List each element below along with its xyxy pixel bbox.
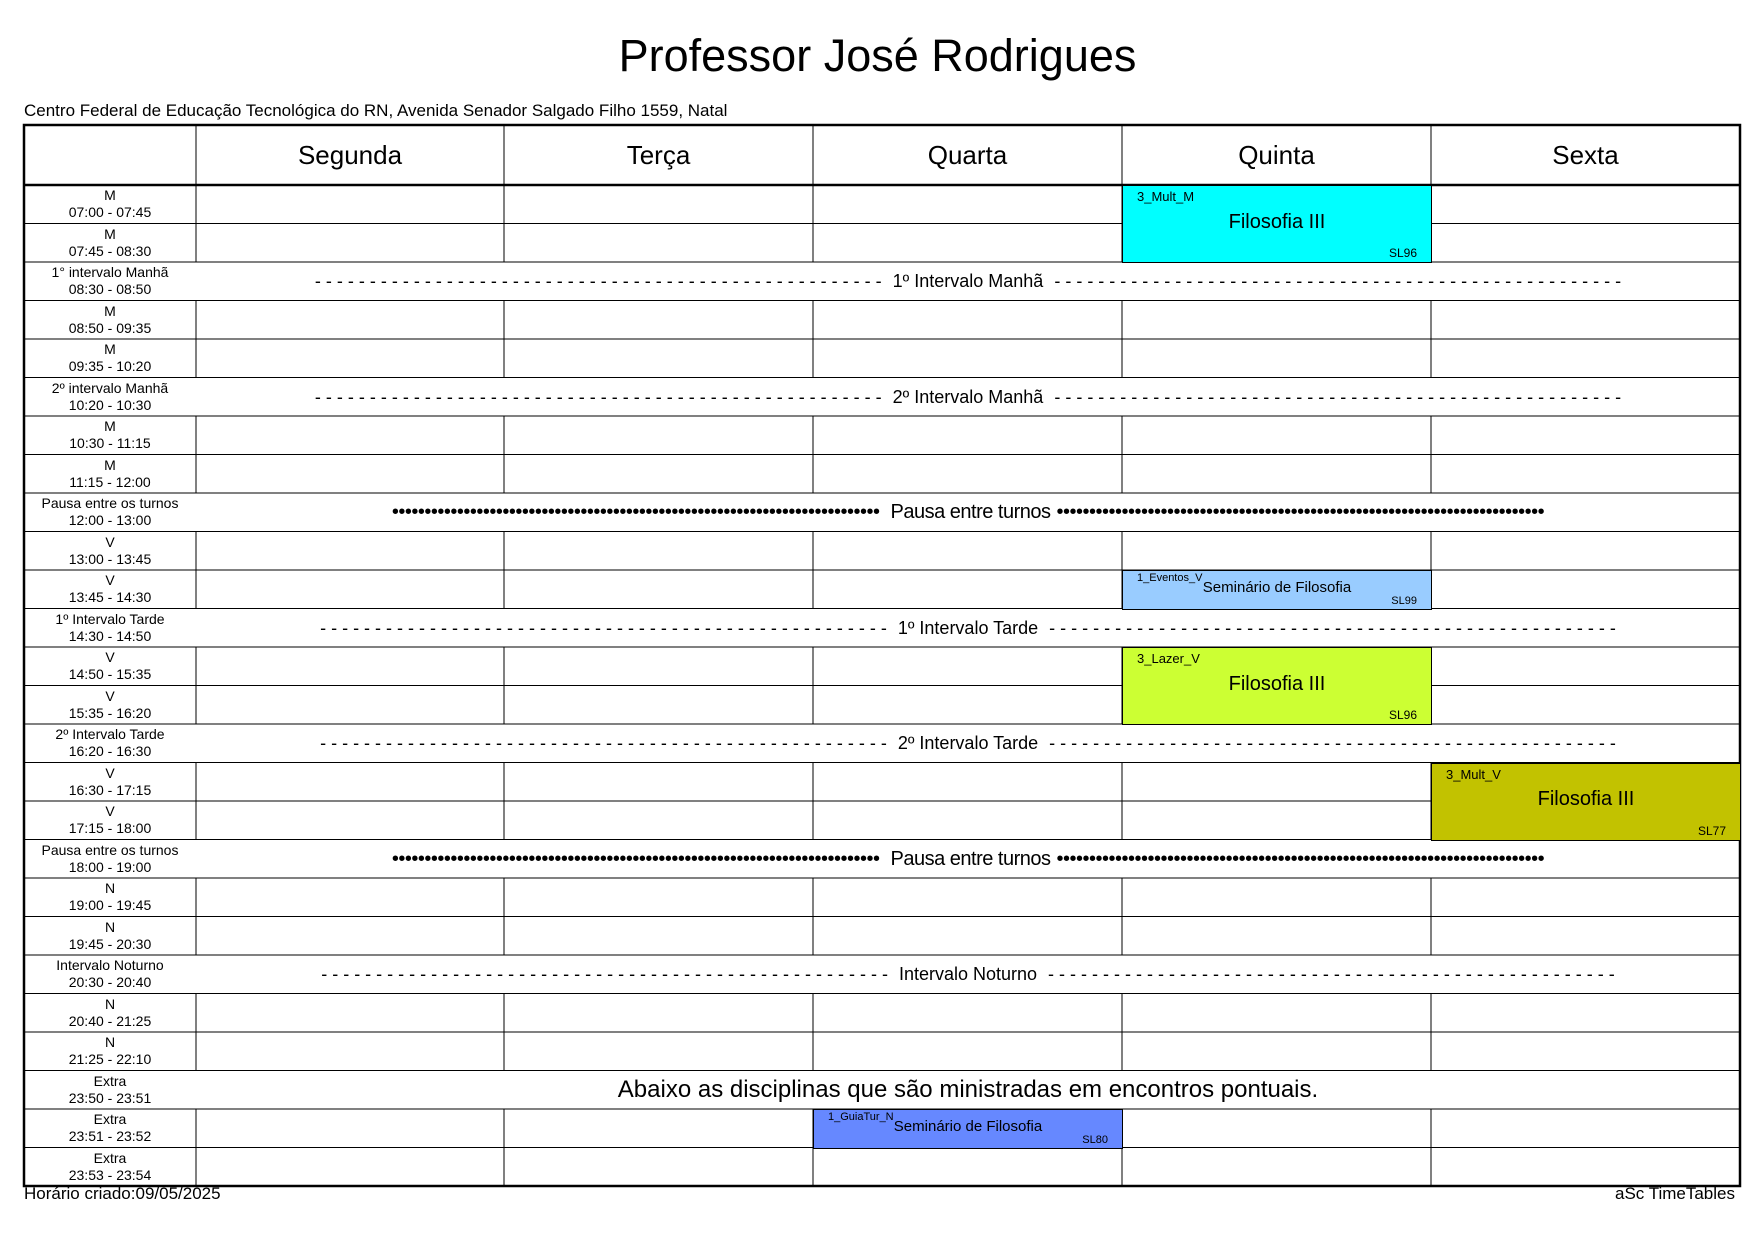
lesson-subject: Filosofia III [1537, 788, 1635, 810]
period-label [24, 1073, 196, 1107]
period-label [24, 842, 196, 876]
break-label: Pausa entre turnos [890, 501, 1051, 523]
period-time: 07:45 - 08:30 [68, 242, 152, 259]
page-title: Professor José Rodrigues [618, 30, 1137, 81]
period-label [24, 341, 196, 375]
break-label: Pausa entre turnos [890, 847, 1051, 870]
break-banner [196, 840, 1740, 879]
break-filler: - - - - - - - - - - - - - - - - - - - - - - - - - - - - - - - - - - - - - - - - - - - - - - - - - - - - [314, 271, 887, 291]
lesson-class: 1_Eventos_V [1137, 572, 1203, 584]
lesson-card[interactable] [813, 1109, 1123, 1149]
period-name: M [104, 418, 116, 434]
lesson-class: 3_Mult_V [1446, 766, 1501, 782]
period-name: N [104, 995, 116, 1012]
period-name: V [105, 687, 115, 704]
period-name: 2º Intervalo Tarde [55, 726, 165, 742]
period-label [24, 611, 196, 645]
period-name: 2º intervalo Manhã [51, 379, 169, 396]
period-name: N [104, 1034, 116, 1050]
period-name: Pausa entre os turnos [41, 841, 179, 858]
period-time: 09:35 - 10:20 [68, 358, 152, 374]
lesson-class: 3_Mult_M [1137, 189, 1195, 204]
period-label [24, 380, 196, 414]
period-name: Pausa entre os turnos [41, 495, 179, 511]
break-banner [196, 1071, 1740, 1110]
break-filler: ••••••••••••••••••••••••••••••••••••••••••••••••••••••••••••••••••••••••••• [391, 847, 885, 870]
period-name: V [105, 533, 115, 550]
break-label: Intervalo Noturno [898, 964, 1038, 984]
period-time: 23:53 - 23:54 [68, 1166, 152, 1183]
period-time: 10:20 - 10:30 [68, 396, 152, 413]
period-name: N [104, 918, 116, 935]
school-address: Centro Federal de Educação Tecnológica do RN, Avenida Senador Salgado Filho 1559, Natal [24, 101, 728, 120]
lesson-class: 3_Lazer_V [1137, 651, 1200, 666]
period-time: 20:40 - 21:25 [68, 1012, 152, 1029]
period-name: 1° intervalo Manhã [51, 264, 169, 280]
break-filler: - - - - - - - - - - - - - - - - - - - - - - - - - - - - - - - - - - - - - - - - - - - - - - - - - - - - [1049, 271, 1622, 291]
lesson-subject: Seminário de Filosofia [893, 1118, 1043, 1136]
period-time: 14:30 - 14:50 [68, 627, 152, 644]
period-name: M [104, 187, 116, 203]
period-label [24, 649, 196, 683]
lesson-class: 1_GuiaTur_N [828, 1111, 894, 1123]
break-banner [196, 955, 1740, 994]
day-header: Quinta [1238, 140, 1315, 170]
period-label [24, 187, 196, 221]
period-name: V [105, 572, 115, 588]
lesson-room: SL80 [1082, 1133, 1108, 1146]
period-label [24, 495, 196, 529]
break-label: 1º Intervalo Manhã [892, 271, 1044, 291]
period-time: 19:00 - 19:45 [68, 897, 152, 913]
period-name: V [105, 649, 115, 665]
break-filler: ••••••••••••••••••••••••••••••••••••••••••••••••••••••••••••••••••••••••••• [1056, 501, 1545, 523]
period-time: 19:45 - 20:30 [68, 935, 152, 952]
period-label [24, 996, 196, 1030]
day-header: Sexta [1552, 140, 1619, 170]
break-banner [196, 493, 1740, 532]
break-filler: - - - - - - - - - - - - - - - - - - - - - - - - - - - - - - - - - - - - - - - - - - - - - - - - - - - - [314, 386, 887, 407]
period-name: V [105, 803, 115, 819]
break-filler: - - - - - - - - - - - - - - - - - - - - - - - - - - - - - - - - - - - - - - - - - - - - - - - - - - - - [320, 733, 892, 753]
period-time: 18:00 - 19:00 [68, 858, 152, 875]
day-header: Terça [626, 140, 691, 170]
break-banner [196, 378, 1740, 417]
day-header: Segunda [297, 140, 403, 170]
period-label [24, 303, 196, 337]
period-time: 08:50 - 09:35 [68, 319, 152, 336]
period-time: 16:20 - 16:30 [68, 743, 152, 759]
period-name: Extra [93, 1149, 127, 1166]
lesson-card[interactable] [1122, 570, 1432, 610]
period-time: 08:30 - 08:50 [68, 281, 152, 297]
period-time: 11:15 - 12:00 [69, 473, 151, 490]
break-filler: - - - - - - - - - - - - - - - - - - - - - - - - - - - - - - - - - - - - - - - - - - - - - - - - - - - - [320, 617, 892, 638]
period-time: 20:30 - 20:40 [68, 974, 152, 990]
period-name: M [104, 225, 116, 242]
break-filler: - - - - - - - - - - - - - - - - - - - - - - - - - - - - - - - - - - - - - - - - - - - - - - - - - - - - [1044, 733, 1616, 753]
period-time: 23:51 - 23:52 [68, 1128, 152, 1144]
period-time: 13:00 - 13:45 [68, 550, 152, 567]
lesson-subject: Seminário de Filosofia [1202, 579, 1352, 597]
lesson-room: SL77 [1697, 823, 1726, 838]
period-name: M [104, 341, 116, 357]
period-name: M [104, 456, 116, 473]
period-time: 15:35 - 16:20 [68, 704, 152, 721]
period-time: 21:25 - 22:10 [68, 1051, 152, 1067]
period-label [24, 1111, 196, 1145]
period-label [24, 1034, 196, 1068]
period-label [24, 418, 196, 452]
period-label [24, 457, 196, 491]
lesson-card[interactable] [1431, 763, 1741, 841]
lesson-subject: Filosofia III [1228, 210, 1326, 233]
period-name: N [104, 880, 116, 896]
period-label [24, 957, 196, 991]
period-name: Intervalo Noturno [56, 957, 164, 973]
period-time: 13:45 - 14:30 [68, 589, 152, 605]
period-time: 12:00 - 13:00 [68, 512, 152, 528]
break-banner [196, 609, 1740, 648]
lesson-room: SL96 [1388, 246, 1417, 260]
period-name: V [105, 764, 115, 781]
period-label [24, 1150, 196, 1184]
period-time: 17:15 - 18:00 [68, 820, 152, 836]
period-name: Extra [93, 1111, 127, 1127]
period-time: 07:00 - 07:45 [68, 204, 152, 220]
break-filler: - - - - - - - - - - - - - - - - - - - - - - - - - - - - - - - - - - - - - - - - - - - - - - - - - - - - [321, 964, 893, 984]
lesson-card[interactable] [1122, 185, 1432, 263]
period-name: Extra [93, 1072, 127, 1089]
period-label [24, 226, 196, 260]
lesson-subject: Filosofia III [1228, 672, 1326, 695]
break-banner [196, 724, 1740, 763]
period-label [24, 534, 196, 568]
generator-brand: aSc TimeTables [1615, 1184, 1735, 1203]
created-date: Horário criado:09/05/2025 [24, 1184, 221, 1203]
period-label [24, 572, 196, 606]
period-time: 10:30 - 11:15 [69, 435, 151, 451]
period-label [24, 803, 196, 837]
break-filler: ••••••••••••••••••••••••••••••••••••••••••••••••••••••••••••••••••••••••••• [391, 501, 885, 523]
period-time: 14:50 - 15:35 [68, 666, 152, 682]
period-label [24, 264, 196, 298]
period-label [24, 765, 196, 799]
period-name: 1º Intervalo Tarde [55, 610, 165, 627]
period-label [24, 880, 196, 914]
break-label: 2º Intervalo Tarde [897, 733, 1039, 753]
period-time: 16:30 - 17:15 [68, 781, 152, 798]
break-label: 2º Intervalo Manhã [892, 386, 1044, 407]
period-label [24, 688, 196, 722]
day-header: Quarta [927, 140, 1008, 170]
lesson-room: SL99 [1391, 594, 1417, 607]
break-label: 1º Intervalo Tarde [897, 617, 1039, 638]
break-filler: ••••••••••••••••••••••••••••••••••••••••••••••••••••••••••••••••••••••••••• [1056, 847, 1545, 870]
break-label: Abaixo as disciplinas que são ministradas em encontros pontuais. [617, 1075, 1319, 1103]
lesson-card[interactable] [1122, 647, 1432, 725]
break-banner [196, 262, 1740, 301]
period-name: M [104, 302, 116, 319]
period-label [24, 919, 196, 953]
period-label [24, 726, 196, 760]
period-time: 23:50 - 23:51 [68, 1089, 152, 1106]
break-filler: - - - - - - - - - - - - - - - - - - - - - - - - - - - - - - - - - - - - - - - - - - - - - - - - - - - - [1044, 617, 1616, 638]
break-filler: - - - - - - - - - - - - - - - - - - - - - - - - - - - - - - - - - - - - - - - - - - - - - - - - - - - - [1049, 386, 1622, 407]
lesson-room: SL96 [1388, 708, 1417, 722]
break-filler: - - - - - - - - - - - - - - - - - - - - - - - - - - - - - - - - - - - - - - - - - - - - - - - - - - - - [1043, 964, 1615, 984]
